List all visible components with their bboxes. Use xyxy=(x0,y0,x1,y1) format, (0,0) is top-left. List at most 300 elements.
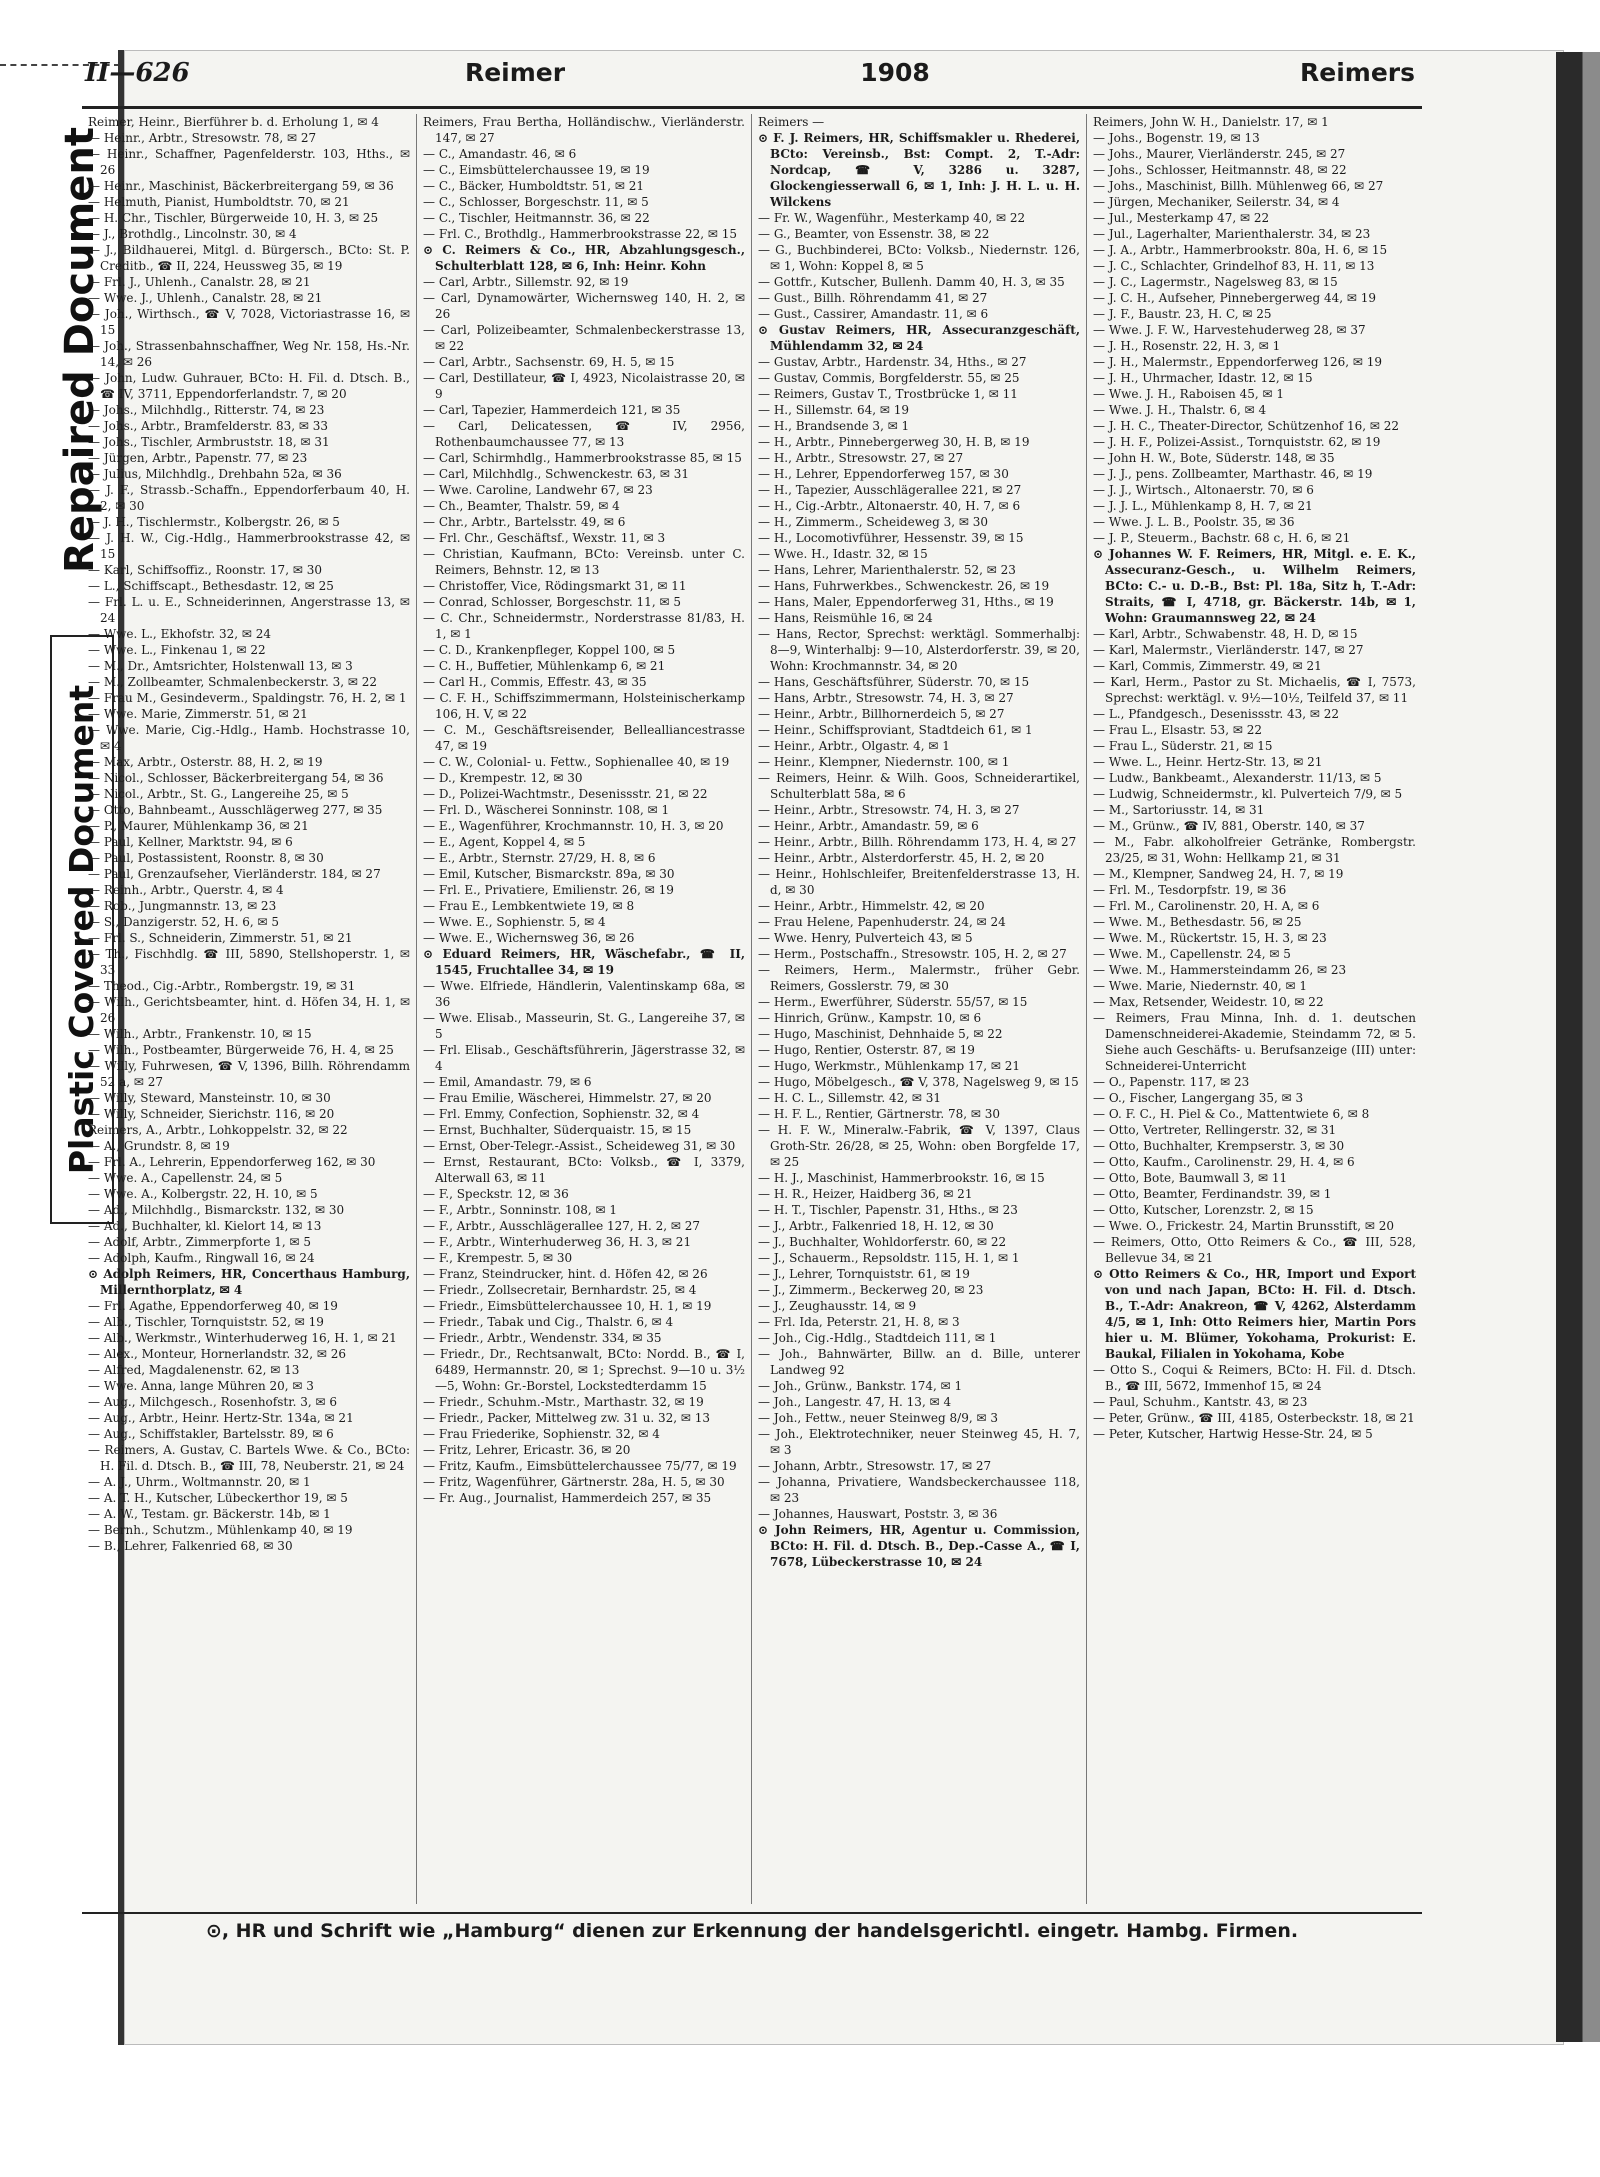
directory-entry: — Alb., Werkmstr., Winterhuderweg 16, H. 1, ✉ 21 xyxy=(88,1331,397,1345)
directory-entry: — Aug., Arbtr., Heinr. Hertz-Str. 134a, ✉ 21 xyxy=(88,1411,354,1425)
directory-entry: — J. H., Tischlermstr., Kolbergstr. 26, ✉ 5 xyxy=(88,515,340,529)
directory-entry: — Wwe. Caroline, Landwehr 67, ✉ 23 xyxy=(423,483,653,497)
directory-entry: — J., Buchhalter, Wohldorferstr. 60, ✉ 22 xyxy=(758,1235,1007,1249)
directory-entry: — Frau M., Gesindeverm., Spaldingstr. 76, H. 2, ✉ 1 xyxy=(88,691,407,705)
directory-entry: — Jürgen, Arbtr., Papenstr. 77, ✉ 23 xyxy=(88,451,308,465)
page-number: II—626 xyxy=(85,58,190,88)
directory-entry: — J. H., Malermstr., Eppendorferweg 126, ✉ 19 xyxy=(1093,355,1382,369)
directory-entry: — Reimers, Gustav T., Trostbrücke 1, ✉ 11 xyxy=(758,387,1018,401)
directory-entry: — Theod., Cig.-Arbtr., Rombergstr. 19, ✉ 31 xyxy=(88,979,356,993)
directory-entry: — Heinr., Schaffner, Pagenfelderstr. 103, Hths., ✉ 26 xyxy=(88,147,410,177)
directory-entry: — Karl, Commis, Zimmerstr. 49, ✉ 21 xyxy=(1093,659,1322,673)
directory-entry: — Wwe. Henry, Pulverteich 43, ✉ 5 xyxy=(758,931,973,945)
directory-entry: — L., Pfandgesch., Desenissstr. 43, ✉ 22 xyxy=(1093,707,1340,721)
directory-entry: — Paul, Postassistent, Roonstr. 8, ✉ 30 xyxy=(88,851,324,865)
directory-entry: — Frl. M., Tesdorpfstr. 19, ✉ 36 xyxy=(1093,883,1287,897)
directory-entry: — F., Krempestr. 5, ✉ 30 xyxy=(423,1251,573,1265)
directory-entry: — Fritz, Lehrer, Ericastr. 36, ✉ 20 xyxy=(423,1443,631,1457)
directory-entry: Reimers, Frau Bertha, Holländischw., Vierländerstr. 147, ✉ 27 xyxy=(423,115,745,145)
directory-entry: — J. H. W., Cig.-Hdlg., Hammerbrookstrasse 42, ✉ 15 xyxy=(88,531,410,561)
directory-entry: — C., Eimsbüttelerchaussee 19, ✉ 19 xyxy=(423,163,650,177)
directory-entry: — Otto, Kaufm., Carolinenstr. 29, H. 4, ✉ 6 xyxy=(1093,1155,1355,1169)
directory-entry: — H. J., Maschinist, Hammerbrookstr. 16, ✉ 15 xyxy=(758,1171,1045,1185)
directory-entry: — Gustav, Commis, Borgfelderstr. 55, ✉ 25 xyxy=(758,371,1020,385)
directory-entry: — Ernst, Buchhalter, Süderquaistr. 15, ✉ 15 xyxy=(423,1123,692,1137)
directory-entry: — Gust., Cassirer, Amandastr. 11, ✉ 6 xyxy=(758,307,989,321)
directory-entry: — Hans, Rector, Sprechst: werktägl. Sommerhalbj: 8—9, Winterhalbj: 9—10, Alsterdorferstr. 39, ✉ 20, Wohn: Krochmannstr. 34, ✉ 20 xyxy=(758,627,1080,673)
directory-entry: — Wwe. M., Rückertstr. 15, H. 3, ✉ 23 xyxy=(1093,931,1327,945)
directory-entry: — Karl, Arbtr., Schwabenstr. 48, H. D, ✉ 15 xyxy=(1093,627,1358,641)
directory-entry: — Christoffer, Vice, Rödingsmarkt 31, ✉ 11 xyxy=(423,579,687,593)
directory-entry: — Wwe. H., Idastr. 32, ✉ 15 xyxy=(758,547,928,561)
repaired-document-text: Repaired Document xyxy=(57,127,103,573)
directory-entry: — Carl, Delicatessen, ☎ IV, 2956, Rothenbaumchaussee 77, ✉ 13 xyxy=(423,419,745,449)
directory-entry: — Chr., Arbtr., Bartelsstr. 49, ✉ 6 xyxy=(423,515,626,529)
directory-entry: — Johs., Bogenstr. 19, ✉ 13 xyxy=(1093,131,1260,145)
directory-entry: — P., Maurer, Mühlenkamp 36, ✉ 21 xyxy=(88,819,309,833)
directory-entry: — Herm., Postschaffn., Stresowstr. 105, H. 2, ✉ 27 xyxy=(758,947,1067,961)
directory-entry: — Johs., Tischler, Armbruststr. 18, ✉ 31 xyxy=(88,435,330,449)
header-right-name: Reimers xyxy=(1300,58,1415,87)
directory-entry: — Otto, Bote, Baumwall 3, ✉ 11 xyxy=(1093,1171,1288,1185)
directory-entry: — Frau L., Elsastr. 53, ✉ 22 xyxy=(1093,723,1262,737)
directory-entry: — Alex., Monteur, Hornerlandstr. 32, ✉ 26 xyxy=(88,1347,347,1361)
directory-entry: — H. Chr., Tischler, Bürgerweide 10, H. 3, ✉ 25 xyxy=(88,211,379,225)
directory-entry: — F., Arbtr., Sonninstr. 108, ✉ 1 xyxy=(423,1203,618,1217)
directory-entry: — Heinr., Arbtr., Amandastr. 59, ✉ 6 xyxy=(758,819,979,833)
directory-entry: — Ernst, Restaurant, BCto: Volksb., ☎ I, 3379, Alterwall 63, ✉ 11 xyxy=(423,1155,745,1185)
directory-entry: — Friedr., Dr., Rechtsanwalt, BCto: Nordd. B., ☎ I, 6489, Hermannstr. 20, ✉ 1; Sprechst. 9—10 u. 3½—5, Wohn: Gr.-Borstel, Lockstedterdamm 15 xyxy=(423,1347,745,1393)
directory-entry: — G., Buchbinderei, BCto: Volksb., Niedernstr. 126, ✉ 1, Wohn: Koppel 8, ✉ 5 xyxy=(758,243,1080,273)
directory-entry: — Wwe. E., Wichernsweg 36, ✉ 26 xyxy=(423,931,635,945)
directory-entry: — Reimers, Frau Minna, Inh. d. 1. deutschen Damenschneiderei-Akademie, Steindamm 72, ✉ 5. Siehe auch Geschäfts- u. Berufsanzeige (III) unter: Schneiderei-Unterricht xyxy=(1093,1011,1416,1073)
directory-entry: — J. A., Arbtr., Hammerbrookstr. 80a, H. 6, ✉ 15 xyxy=(1093,243,1388,257)
directory-entry: — Frl. Elisab., Geschäftsführerin, Jägerstrasse 32, ✉ 4 xyxy=(423,1043,745,1073)
directory-entry: — Hugo, Möbelgesch., ☎ V, 378, Nagelsweg 9, ✉ 15 xyxy=(758,1075,1079,1089)
directory-entry: — B., Lehrer, Falkenried 68, ✉ 30 xyxy=(88,1539,293,1553)
directory-entry: — C. D., Krankenpfleger, Koppel 100, ✉ 5 xyxy=(423,643,676,657)
directory-entry: — Wwe. Marie, Zimmerstr. 51, ✉ 21 xyxy=(88,707,308,721)
directory-entry: — John H. W., Bote, Süderstr. 148, ✉ 35 xyxy=(1093,451,1335,465)
directory-entry: — Wilh., Arbtr., Frankenstr. 10, ✉ 15 xyxy=(88,1027,312,1041)
directory-entry: — H., Arbtr., Stresowstr. 27, ✉ 27 xyxy=(758,451,964,465)
directory-entry: ⊙ Johannes W. F. Reimers, HR, Mitgl. e. E. K., Assecuranz-Gesch., u. Wilhelm Reimers, BCto: C.- u. D.-B., Bst: Pl. 18a, Sitz h, T.-Adr: Straits, ☎ I, 4718, gr. Bäckerstr. 14b, ✉ 1, Wohn: Graumannsweg 22, ✉ 24 xyxy=(1093,547,1416,625)
directory-entry: — Joh., Grünw., Bankstr. 174, ✉ 1 xyxy=(758,1379,963,1393)
directory-entry: — Emil, Kutscher, Bismarckstr. 89a, ✉ 30 xyxy=(423,867,675,881)
directory-entry: — C. F. H., Schiffszimmermann, Holsteinischerkamp 106, H. V, ✉ 22 xyxy=(423,691,745,721)
directory-entry: — Frl. D., Wäscherei Sonninstr. 108, ✉ 1 xyxy=(423,803,670,817)
directory-entry: — A. T. H., Kutscher, Lübeckerthor 19, ✉ 5 xyxy=(88,1491,348,1505)
directory-entry: — Johs., Maschinist, Billh. Mühlenweg 66, ✉ 27 xyxy=(1093,179,1384,193)
directory-entry: — Aug., Milchgesch., Rosenhofstr. 3, ✉ 6 xyxy=(88,1395,338,1409)
directory-entry: — H. C. L., Sillemstr. 42, ✉ 31 xyxy=(758,1091,941,1105)
directory-entry: — C. M., Geschäftsreisender, Bellealliancestrasse 47, ✉ 19 xyxy=(423,723,745,753)
directory-entry: — H. F. L., Rentier, Gärtnerstr. 78, ✉ 30 xyxy=(758,1107,1001,1121)
directory-entry: Reimers — xyxy=(758,115,825,129)
directory-entry: — C., Amandastr. 46, ✉ 6 xyxy=(423,147,577,161)
directory-entry: — Heinr., Arbtr., Billhornerdeich 5, ✉ 27 xyxy=(758,707,1005,721)
directory-entry: — Adolf, Arbtr., Zimmerpforte 1, ✉ 5 xyxy=(88,1235,311,1249)
directory-entry: — J. C., Schlachter, Grindelhof 83, H. 11, ✉ 13 xyxy=(1093,259,1375,273)
directory-entry: — Otto, Vertreter, Rellingerstr. 32, ✉ 31 xyxy=(1093,1123,1337,1137)
directory-entry: — Fritz, Wagenführer, Gärtnerstr. 28a, H. 5, ✉ 30 xyxy=(423,1475,725,1489)
directory-entry: — Alfred, Magdalenenstr. 62, ✉ 13 xyxy=(88,1363,300,1377)
directory-entry: — Paul, Schuhm., Kantstr. 43, ✉ 23 xyxy=(1093,1395,1308,1409)
directory-entry: — Otto, Kutscher, Lorenzstr. 2, ✉ 15 xyxy=(1093,1203,1314,1217)
directory-entry: — Ch., Beamter, Thalstr. 59, ✉ 4 xyxy=(423,499,620,513)
directory-entry: — Carl, Tapezier, Hammerdeich 121, ✉ 35 xyxy=(423,403,681,417)
directory-entry: — Friedr., Arbtr., Wendenstr. 334, ✉ 35 xyxy=(423,1331,662,1345)
directory-entry: — Frl. Chr., Geschäftsf., Wexstr. 11, ✉ 3 xyxy=(423,531,666,545)
plastic-covered-text: Plastic Covered Document xyxy=(62,684,102,1175)
directory-entry: — Joh., Bahnwärter, Billw. an d. Bille, unterer Landweg 92 xyxy=(758,1347,1080,1377)
directory-entry: — Gustav, Arbtr., Hardenstr. 34, Hths., ✉ 27 xyxy=(758,355,1027,369)
directory-entry: — Frl. Ida, Peterstr. 21, H. 8, ✉ 3 xyxy=(758,1315,960,1329)
directory-entry: — H., Cig.-Arbtr., Altonaerstr. 40, H. 7, ✉ 6 xyxy=(758,499,1021,513)
directory-entry: — Frl. S., Schneiderin, Zimmerstr. 51, ✉ 21 xyxy=(88,931,353,945)
directory-entry: — Fritz, Kaufm., Eimsbüttelerchaussee 75/77, ✉ 19 xyxy=(423,1459,737,1473)
directory-entry: — Heinr., Klempner, Niedernstr. 100, ✉ 1 xyxy=(758,755,1010,769)
directory-entry: — Otto, Buchhalter, Krempserstr. 3, ✉ 30 xyxy=(1093,1139,1345,1153)
directory-entry: — Adolph, Kaufm., Ringwall 16, ✉ 24 xyxy=(88,1251,315,1265)
directory-entry: — Carl, Arbtr., Sachsenstr. 69, H. 5, ✉ 15 xyxy=(423,355,675,369)
directory-entry: — Wwe. Anna, lange Mühren 20, ✉ 3 xyxy=(88,1379,314,1393)
directory-entry: — O. F. C., H. Piel & Co., Mattentwiete 6, ✉ 8 xyxy=(1093,1107,1370,1121)
directory-entry: — Wwe. L., Heinr. Hertz-Str. 13, ✉ 21 xyxy=(1093,755,1323,769)
directory-entry: — Helmuth, Pianist, Humboldtstr. 70, ✉ 21 xyxy=(88,195,350,209)
directory-entry: — Joh., Langestr. 47, H. 13, ✉ 4 xyxy=(758,1395,952,1409)
directory-entry: — Wwe. A., Capellenstr. 24, ✉ 5 xyxy=(88,1171,283,1185)
directory-entry: — C. Chr., Schneidermstr., Norderstrasse 81/83, H. 1, ✉ 1 xyxy=(423,611,745,641)
directory-entry: ⊙ Adolph Reimers, HR, Concerthaus Hamburg, Millernthorplatz, ✉ 4 xyxy=(88,1267,410,1297)
directory-entry: — Johanna, Privatiere, Wandsbeckerchaussee 118, ✉ 23 xyxy=(758,1475,1080,1505)
directory-entry: — J. H. C., Theater-Director, Schützenhof 16, ✉ 22 xyxy=(1093,419,1400,433)
directory-entry: — Franz, Steindrucker, hint. d. Höfen 42, ✉ 26 xyxy=(423,1267,708,1281)
directory-entry: — Frl. J., Uhlenh., Canalstr. 28, ✉ 21 xyxy=(88,275,311,289)
directory-entry: — D., Polizei-Wachtmstr., Desenissstr. 21, ✉ 22 xyxy=(423,787,708,801)
directory-entry: — Friedr., Tabak und Cig., Thalstr. 6, ✉ 4 xyxy=(423,1315,674,1329)
directory-entry: — Nicol., Arbtr., St. G., Langereihe 25, ✉ 5 xyxy=(88,787,349,801)
directory-entry: — M., Grünw., ☎ IV, 881, Oberstr. 140, ✉ 37 xyxy=(1093,819,1365,833)
column-3 xyxy=(752,114,1087,1904)
directory-entry: — Wwe. L., Ekhofstr. 32, ✉ 24 xyxy=(88,627,272,641)
directory-entry: — Reimers, Heinr. & Wilh. Goos, Schneiderartikel, Schulterblatt 58a, ✉ 6 xyxy=(758,771,1080,801)
directory-entry: — Wilh., Postbeamter, Bürgerweide 76, H. 4, ✉ 25 xyxy=(88,1043,394,1057)
directory-entry: — J. C., Lagermstr., Nagelsweg 83, ✉ 15 xyxy=(1093,275,1338,289)
directory-entry: — Wwe. J. H., Raboisen 45, ✉ 1 xyxy=(1093,387,1284,401)
directory-entry: — Carl, Polizeibeamter, Schmalenbeckerstrasse 13, ✉ 22 xyxy=(423,323,745,353)
directory-entry: — Wwe. Elisab., Masseurin, St. G., Langereihe 37, ✉ 5 xyxy=(423,1011,745,1041)
directory-entry: — Hans, Reismühle 16, ✉ 24 xyxy=(758,611,933,625)
directory-entry: — Otto, Bahnbeamt., Ausschlägerweg 277, ✉ 35 xyxy=(88,803,383,817)
directory-entry: — J., Lehrer, Tornquiststr. 61, ✉ 19 xyxy=(758,1267,970,1281)
directory-entry: — D., Krempestr. 12, ✉ 30 xyxy=(423,771,583,785)
directory-entry: — Christian, Kaufmann, BCto: Vereinsb. unter C. Reimers, Behnstr. 12, ✉ 13 xyxy=(423,547,745,577)
directory-entry: — Herm., Ewerführer, Süderstr. 55/57, ✉ 15 xyxy=(758,995,1028,1009)
directory-entry: — Otto, Beamter, Ferdinandstr. 39, ✉ 1 xyxy=(1093,1187,1332,1201)
directory-entry: — O., Fischer, Langergang 35, ✉ 3 xyxy=(1093,1091,1304,1105)
header-year: 1908 xyxy=(860,58,930,87)
directory-entry: — Bernh., Schutzm., Mühlenkamp 40, ✉ 19 xyxy=(88,1523,353,1537)
directory-entry: — H. R., Heizer, Haidberg 36, ✉ 21 xyxy=(758,1187,973,1201)
directory-entry: — J., Zimmerm., Beckerweg 20, ✉ 23 xyxy=(758,1283,984,1297)
directory-entry: — Reimers, Otto, Otto Reimers & Co., ☎ III, 528, Bellevue 34, ✉ 21 xyxy=(1093,1235,1416,1265)
directory-entry: — Aug., Schiffstakler, Bartelsstr. 89, ✉ 6 xyxy=(88,1427,334,1441)
directory-entry: — Karl, Schiffsoffiz., Roonstr. 17, ✉ 30 xyxy=(88,563,322,577)
directory-entry: — Johs., Maurer, Vierländerstr. 245, ✉ 27 xyxy=(1093,147,1346,161)
directory-entry: — Wwe. L., Finkenau 1, ✉ 22 xyxy=(88,643,266,657)
directory-entry: — John, Ludw. Guhrauer, BCto: H. Fil. d. Dtsch. B., ☎ IV, 3711, Eppendorferlandstr. 7, ✉ 20 xyxy=(88,371,410,401)
column-1 xyxy=(82,114,417,1904)
directory-entry: — Frl. E., Privatiere, Emilienstr. 26, ✉ 19 xyxy=(423,883,674,897)
directory-entry: ⊙ F. J. Reimers, HR, Schiffsmakler u. Rhederei, BCto: Vereinsb., Bst: Compt. 2, T.-Adr: Nordcap, ☎ V, 3286 u. 3287, Glockengiesserwall 6, ✉ 1, Inh: J. H. L. u. H. Wilckens xyxy=(758,131,1080,209)
directory-entry: — Jürgen, Mechaniker, Seilerstr. 34, ✉ 4 xyxy=(1093,195,1340,209)
directory-entry: — Hans, Arbtr., Stresowstr. 74, H. 3, ✉ 27 xyxy=(758,691,1014,705)
directory-entry: — J. J. L., Mühlenkamp 8, H. 7, ✉ 21 xyxy=(1093,499,1313,513)
directory-entry: — Max, Retsender, Weidestr. 10, ✉ 22 xyxy=(1093,995,1324,1009)
directory-entry: — Hugo, Maschinist, Dehnhaide 5, ✉ 22 xyxy=(758,1027,1003,1041)
directory-entry: — Joh., Fettw., neuer Steinweg 8/9, ✉ 3 xyxy=(758,1411,998,1425)
directory-entry: — S., Danzigerstr. 52, H. 6, ✉ 5 xyxy=(88,915,280,929)
directory-entry: — A. J., Uhrm., Woltmannstr. 20, ✉ 1 xyxy=(88,1475,311,1489)
directory-entry: — Friedr., Packer, Mittelweg zw. 31 u. 32, ✉ 13 xyxy=(423,1411,711,1425)
directory-entry: — Reimers, Herm., Malermstr., früher Gebr. Reimers, Gosslerstr. 79, ✉ 30 xyxy=(758,963,1080,993)
directory-entry: — Frl. M., Carolinenstr. 20, H. A, ✉ 6 xyxy=(1093,899,1320,913)
directory-entry: — M., Sartoriusstr. 14, ✉ 31 xyxy=(1093,803,1265,817)
directory-entry: — A. W., Testam. gr. Bäckerstr. 14b, ✉ 1 xyxy=(88,1507,331,1521)
directory-entry: — E., Agent, Koppel 4, ✉ 5 xyxy=(423,835,586,849)
directory-entry: — Otto S., Coqui & Reimers, BCto: H. Fil. d. Dtsch. B., ☎ III, 5672, Immenhof 15, ✉ 24 xyxy=(1093,1363,1416,1393)
directory-entry: — Gottfr., Kutscher, Bullenh. Damm 40, H. 3, ✉ 35 xyxy=(758,275,1065,289)
directory-entry: — M., Fabr. alkoholfreier Getränke, Rombergstr. 23/25, ✉ 31, Wohn: Hellkamp 21, ✉ 31 xyxy=(1093,835,1416,865)
directory-entry: Reimers, A., Arbtr., Lohkoppelstr. 32, ✉ 22 xyxy=(88,1123,348,1137)
directory-entry: — Carl, Dynamowärter, Wichernsweg 140, H. 2, ✉ 26 xyxy=(423,291,745,321)
directory-entry: ⊙ John Reimers, HR, Agentur u. Commission, BCto: H. Fil. d. Dtsch. B., Dep.-Casse A., ☎ I, 7678, Lübeckerstrasse 10, ✉ 24 xyxy=(758,1523,1080,1569)
directory-entry: — Joh., Wirthsch., ☎ V, 7028, Victoriastrasse 16, ✉ 15 xyxy=(88,307,410,337)
directory-entry: — Karl, Herm., Pastor zu St. Michaelis, ☎ I, 7573, Sprechst: werktägl. v. 9½—10½, Teilfeld 37, ✉ 11 xyxy=(1093,675,1416,705)
directory-entry: — Willy, Fuhrwesen, ☎ V, 1396, Billh. Röhrendamm 52 a, ✉ 27 xyxy=(88,1059,410,1089)
directory-entry: — Frl. Emmy, Confection, Sophienstr. 32, ✉ 4 xyxy=(423,1107,700,1121)
directory-entry: — Nicol., Schlosser, Bäckerbreitergang 54, ✉ 36 xyxy=(88,771,384,785)
directory-entry: — Wwe. J., Uhlenh., Canalstr. 28, ✉ 21 xyxy=(88,291,323,305)
directory-entry: — C., Bäcker, Humboldtstr. 51, ✉ 21 xyxy=(423,179,645,193)
directory-entry: — Heinr., Hohlschleifer, Breitenfelderstrasse 13, H. d, ✉ 30 xyxy=(758,867,1080,897)
directory-entry: — C., Schlosser, Borgeschstr. 11, ✉ 5 xyxy=(423,195,649,209)
header-rule xyxy=(82,106,1422,109)
directory-entry: — Hans, Lehrer, Marienthalerstr. 52, ✉ 23 xyxy=(758,563,1016,577)
directory-entry: — Gust., Billh. Röhrendamm 41, ✉ 27 xyxy=(758,291,988,305)
directory-entry: Reimer, Heinr., Bierführer b. d. Erholung 1, ✉ 4 xyxy=(88,115,379,129)
directory-entry: — Carl, Schirmhdlg., Hammerbrookstrasse 85, ✉ 15 xyxy=(423,451,742,465)
directory-entry: — Frau L., Süderstr. 21, ✉ 15 xyxy=(1093,739,1273,753)
directory-entry: — Fr. Aug., Journalist, Hammerdeich 257, ✉ 35 xyxy=(423,1491,712,1505)
directory-entry: — Peter, Kutscher, Hartwig Hesse-Str. 24, ✉ 5 xyxy=(1093,1427,1373,1441)
directory-entry: — J., Schauerm., Repsoldstr. 115, H. 1, ✉ 1 xyxy=(758,1251,1020,1265)
directory-entry: — J., Brothdlg., Lincolnstr. 30, ✉ 4 xyxy=(88,227,297,241)
directory-entry: ⊙ Otto Reimers & Co., HR, Import und Export von und nach Japan, BCto: H. Fil. d. Dtsch. B., T.-Adr: Anakreon, ☎ V, 4262, Alsterdamm 4/5, ✉ 1, Inh: Otto Reimers hier, Martin Pors hier u. M. Blümer, Yokohama, Prokurist: E. Baukal, Filialen in Yokohama, Kobe xyxy=(1093,1267,1416,1361)
header-left-name: Reimer xyxy=(464,58,566,87)
directory-entry: — Wwe. Marie, Cig.-Hdlg., Hamb. Hochstrasse 10, ✉ 4 xyxy=(88,723,410,753)
directory-entry: — J. H., Uhrmacher, Idastr. 12, ✉ 15 xyxy=(1093,371,1313,385)
directory-entry: — J. H. F., Polizei-Assist., Tornquiststr. 62, ✉ 19 xyxy=(1093,435,1381,449)
directory-entry: — Johs., Schlosser, Heitmannstr. 48, ✉ 22 xyxy=(1093,163,1347,177)
directory-entry: — Alb., Tischler, Tornquiststr. 52, ✉ 19 xyxy=(88,1315,324,1329)
directory-entry: — Wwe. M., Hammersteindamm 26, ✉ 23 xyxy=(1093,963,1347,977)
directory-entry: — J. C. H., Aufseher, Pinnebergerweg 44, ✉ 19 xyxy=(1093,291,1377,305)
directory-entry: — H. T., Tischler, Papenstr. 31, Hths., ✉ 23 xyxy=(758,1203,1018,1217)
directory-entry: — Willy, Steward, Mansteinstr. 10, ✉ 30 xyxy=(88,1091,331,1105)
directory-entry: — Jul., Mesterkamp 47, ✉ 22 xyxy=(1093,211,1270,225)
directory-entry: — G., Beamter, von Essenstr. 38, ✉ 22 xyxy=(758,227,990,241)
directory-entry: — Ludwig, Schneidermstr., kl. Pulverteich 7/9, ✉ 5 xyxy=(1093,787,1403,801)
directory-entry: — Frl. L. u. E., Schneiderinnen, Angerstrasse 13, ✉ 24 xyxy=(88,595,410,625)
directory-entry: — Fr. W., Wagenführ., Mesterkamp 40, ✉ 22 xyxy=(758,211,1026,225)
directory-entry: — Johann, Arbtr., Stresowstr. 17, ✉ 27 xyxy=(758,1459,992,1473)
directory-entry: — Hans, Maler, Eppendorferweg 31, Hths., ✉ 19 xyxy=(758,595,1054,609)
directory-entry: — E., Arbtr., Sternstr. 27/29, H. 8, ✉ 6 xyxy=(423,851,656,865)
directory-entry: — Johs., Arbtr., Bramfelderstr. 83, ✉ 33 xyxy=(88,419,328,433)
directory-entry: — Frau Helene, Papenhuderstr. 24, ✉ 24 xyxy=(758,915,1006,929)
directory-entry: — Carl, Arbtr., Sillemstr. 92, ✉ 19 xyxy=(423,275,629,289)
column-4 xyxy=(1087,114,1422,1904)
directory-entry: — J. H., Rosenstr. 22, H. 3, ✉ 1 xyxy=(1093,339,1281,353)
directory-entry: — J., Bildhauerei, Mitgl. d. Bürgersch., BCto: St. P. Creditb., ☎ II, 224, Heussweg 35, ✉ 19 xyxy=(88,243,410,273)
directory-entry: ⊙ Eduard Reimers, HR, Wäschefabr., ☎ II, 1545, Fruchtallee 34, ✉ 19 xyxy=(423,947,745,977)
directory-entry: — Rob., Jungmannstr. 13, ✉ 23 xyxy=(88,899,277,913)
directory-entry: — O., Papenstr. 117, ✉ 23 xyxy=(1093,1075,1250,1089)
directory-entry: — Heinr., Arbtr., Himmelstr. 42, ✉ 20 xyxy=(758,899,985,913)
directory-entry: — Friedr., Eimsbüttelerchaussee 10, H. 1, ✉ 19 xyxy=(423,1299,712,1313)
directory-entry: — Carl H., Commis, Effestr. 43, ✉ 35 xyxy=(423,675,647,689)
directory-entry: — Hugo, Werkmstr., Mühlenkamp 17, ✉ 21 xyxy=(758,1059,1020,1073)
directory-columns xyxy=(82,114,1424,1904)
directory-entry: — H., Tapezier, Ausschlägerallee 221, ✉ 27 xyxy=(758,483,1022,497)
directory-entry: — M., Dr., Amtsrichter, Holstenwall 13, ✉ 3 xyxy=(88,659,353,673)
directory-entry: — Heinr., Arbtr., Alsterdorferstr. 45, H. 2, ✉ 20 xyxy=(758,851,1045,865)
directory-entry: — Wwe. Marie, Niedernstr. 40, ✉ 1 xyxy=(1093,979,1308,993)
directory-entry: — Ernst, Ober-Telegr.-Assist., Scheideweg 31, ✉ 30 xyxy=(423,1139,736,1153)
directory-entry: — H., Zimmerm., Scheideweg 3, ✉ 30 xyxy=(758,515,988,529)
directory-entry: — Emil, Amandastr. 79, ✉ 6 xyxy=(423,1075,592,1089)
directory-entry: — Paul, Grenzaufseher, Vierländerstr. 184, ✉ 27 xyxy=(88,867,381,881)
directory-entry: — Joh., Elektrotechniker, neuer Steinweg 45, H. 7, ✉ 3 xyxy=(758,1427,1080,1457)
directory-entry: — Wwe. O., Frickestr. 24, Martin Brunsstift, ✉ 20 xyxy=(1093,1219,1395,1233)
directory-entry: — Frau Emilie, Wäscherei, Himmelstr. 27, ✉ 20 xyxy=(423,1091,712,1105)
directory-entry: — Wwe. Elfriede, Händlerin, Valentinskamp 68a, ✉ 36 xyxy=(423,979,745,1009)
page-header xyxy=(85,58,1415,108)
directory-entry: — Johs., Milchhdlg., Ritterstr. 74, ✉ 23 xyxy=(88,403,325,417)
directory-entry: — Ad., Buchhalter, kl. Kielort 14, ✉ 13 xyxy=(88,1219,322,1233)
directory-entry: — Friedr., Schuhm.-Mstr., Marthastr. 32, ✉ 19 xyxy=(423,1395,704,1409)
directory-entry: — Wwe. J. H., Thalstr. 6, ✉ 4 xyxy=(1093,403,1267,417)
directory-entry: — Friedr., Zollsecretair, Bernhardstr. 25, ✉ 4 xyxy=(423,1283,697,1297)
directory-entry: ⊙ C. Reimers & Co., HR, Abzahlungsgesch., Schulterblatt 128, ✉ 6, Inh: Heinr. Kohn xyxy=(423,243,745,273)
directory-entry: — Reimers, A. Gustav, C. Bartels Wwe. & Co., BCto: H. Fil. d. Dtsch. B., ☎ III, 78, Neuberstr. 21, ✉ 24 xyxy=(88,1443,410,1473)
directory-entry: — Heinr., Arbtr., Stresowstr. 74, H. 3, ✉ 27 xyxy=(758,803,1020,817)
directory-entry: — E., Wagenführer, Krochmannstr. 10, H. 3, ✉ 20 xyxy=(423,819,724,833)
directory-entry: — J. F., Baustr. 23, H. C, ✉ 25 xyxy=(1093,307,1272,321)
directory-entry: — M., Klempner, Sandweg 24, H. 7, ✉ 19 xyxy=(1093,867,1344,881)
directory-entry: — Hugo, Rentier, Osterstr. 87, ✉ 19 xyxy=(758,1043,975,1057)
directory-entry: — Johannes, Hauswart, Poststr. 3, ✉ 36 xyxy=(758,1507,998,1521)
directory-entry: — J. P., Steuerm., Bachstr. 68 c, H. 6, ✉ 21 xyxy=(1093,531,1351,545)
directory-entry: Reimers, John W. H., Danielstr. 17, ✉ 1 xyxy=(1093,115,1329,129)
directory-entry: — Wilh., Gerichtsbeamter, hint. d. Höfen 34, H. 1, ✉ 26 xyxy=(88,995,410,1025)
directory-entry: — C., Tischler, Heitmannstr. 36, ✉ 22 xyxy=(423,211,650,225)
directory-entry: — Heinr., Arbtr., Billh. Röhrendamm 173, H. 4, ✉ 27 xyxy=(758,835,1077,849)
directory-entry: — A., Grundstr. 8, ✉ 19 xyxy=(88,1139,230,1153)
directory-entry: — Julius, Milchhdlg., Drehbahn 52a, ✉ 36 xyxy=(88,467,342,481)
directory-entry: — Wwe. A., Kolbergstr. 22, H. 10, ✉ 5 xyxy=(88,1187,318,1201)
footer-note: ⊙, HR und Schrift wie „Hamburg“ dienen zur Erkennung der handelsgerichtl. eingetr. Hambg. Firmen. xyxy=(205,1920,1299,1942)
directory-entry: — F., Arbtr., Winterhuderweg 36, H. 3, ✉ 21 xyxy=(423,1235,692,1249)
directory-entry: — H., Lehrer, Eppendorferweg 157, ✉ 30 xyxy=(758,467,1009,481)
directory-entry: — J. J., Wirtsch., Altonaerstr. 70, ✉ 6 xyxy=(1093,483,1314,497)
directory-entry: — J., Arbtr., Falkenried 18, H. 12, ✉ 30 xyxy=(758,1219,994,1233)
column-2 xyxy=(417,114,752,1904)
directory-entry: — Wwe. J. L. B., Poolstr. 35, ✉ 36 xyxy=(1093,515,1295,529)
directory-entry: — H. F. W., Mineralw.-Fabrik, ☎ V, 1397, Claus Groth-Str. 26/28, ✉ 25, Wohn: oben Borgfelde 17, ✉ 25 xyxy=(758,1123,1080,1169)
directory-entry: — Karl, Malermstr., Vierländerstr. 147, ✉ 27 xyxy=(1093,643,1364,657)
directory-entry: — H., Locomotivführer, Hessenstr. 39, ✉ 15 xyxy=(758,531,1024,545)
directory-entry: — L., Schiffscapt., Bethesdastr. 12, ✉ 25 xyxy=(88,579,334,593)
directory-entry: — Heinr., Maschinist, Bäckerbreitergang 59, ✉ 36 xyxy=(88,179,394,193)
directory-entry: — Hans, Fuhrwerkbes., Schwenckestr. 26, ✉ 19 xyxy=(758,579,1050,593)
directory-entry: — Paul, Kellner, Marktstr. 94, ✉ 6 xyxy=(88,835,293,849)
directory-entry: — Jul., Lagerhalter, Marienthalerstr. 34, ✉ 23 xyxy=(1093,227,1371,241)
footer-rule xyxy=(82,1912,1422,1914)
directory-entry: — Frl. C., Brothdlg., Hammerbrookstrasse 22, ✉ 15 xyxy=(423,227,738,241)
directory-entry: — Wwe. J. F. W., Harvestehuderweg 28, ✉ 37 xyxy=(1093,323,1366,337)
directory-entry: — F., Speckstr. 12, ✉ 36 xyxy=(423,1187,569,1201)
directory-entry: — M., Zollbeamter, Schmalenbeckerstr. 3, ✉ 22 xyxy=(88,675,377,689)
directory-entry: — Joh., Cig.-Hdlg., Stadtdeich 111, ✉ 1 xyxy=(758,1331,997,1345)
directory-entry: — J., Zeughausstr. 14, ✉ 9 xyxy=(758,1299,917,1313)
directory-entry: — Reinh., Arbtr., Querstr. 4, ✉ 4 xyxy=(88,883,284,897)
directory-entry: — Wwe. E., Sophienstr. 5, ✉ 4 xyxy=(423,915,606,929)
directory-entry: — Heinr., Arbtr., Olgastr. 4, ✉ 1 xyxy=(758,739,950,753)
directory-entry: — Hinrich, Grünw., Kampstr. 10, ✉ 6 xyxy=(758,1011,982,1025)
directory-entry: — Heinr., Schiffsproviant, Stadtdeich 61, ✉ 1 xyxy=(758,723,1033,737)
directory-entry: — C. W., Colonial- u. Fettw., Sophienallee 40, ✉ 19 xyxy=(423,755,730,769)
directory-entry: — Ludw., Bankbeamt., Alexanderstr. 11/13, ✉ 5 xyxy=(1093,771,1382,785)
directory-entry: — Wwe. M., Capellenstr. 24, ✉ 5 xyxy=(1093,947,1291,961)
directory-entry: — Th., Fischhdlg. ☎ III, 5890, Stellshoperstr. 1, ✉ 33 xyxy=(88,947,410,977)
directory-entry: — Joh., Strassenbahnschaffner, Weg Nr. 158, Hs.-Nr. 14, ✉ 26 xyxy=(88,339,410,369)
directory-entry: — Frl. A., Lehrerin, Eppendorferweg 162, ✉ 30 xyxy=(88,1155,376,1169)
directory-entry: — Wwe. M., Bethesdastr. 56, ✉ 25 xyxy=(1093,915,1302,929)
page-edge-shadow xyxy=(1556,52,1600,2042)
directory-entry: — Carl, Destillateur, ☎ I, 4923, Nicolaistrasse 20, ✉ 9 xyxy=(423,371,745,401)
directory-entry: — Heinr., Arbtr., Stresowstr. 78, ✉ 27 xyxy=(88,131,317,145)
directory-entry: ⊙ Gustav Reimers, HR, Assecuranzgeschäft, Mühlendamm 32, ✉ 24 xyxy=(758,323,1080,353)
directory-entry: — Frau Friederike, Sophienstr. 32, ✉ 4 xyxy=(423,1427,660,1441)
directory-entry: — J. J., pens. Zollbeamter, Marthastr. 46, ✉ 19 xyxy=(1093,467,1373,481)
directory-entry: — Conrad, Schlosser, Borgeschstr. 11, ✉ 5 xyxy=(423,595,681,609)
directory-entry: — H., Arbtr., Pinnebergerweg 30, H. B, ✉ 19 xyxy=(758,435,1030,449)
directory-entry: — H., Sillemstr. 64, ✉ 19 xyxy=(758,403,910,417)
directory-entry: — Willy, Schneider, Sierichstr. 116, ✉ 20 xyxy=(88,1107,335,1121)
directory-entry: — Ad., Milchhdlg., Bismarckstr. 132, ✉ 30 xyxy=(88,1203,345,1217)
directory-entry: — Hans, Geschäftsführer, Süderstr. 70, ✉ 15 xyxy=(758,675,1030,689)
directory-entry: — F., Arbtr., Ausschlägerallee 127, H. 2, ✉ 27 xyxy=(423,1219,701,1233)
directory-entry: — Peter, Grünw., ☎ III, 4185, Osterbeckstr. 18, ✉ 21 xyxy=(1093,1411,1415,1425)
directory-entry: — Carl, Milchhdlg., Schwenckestr. 63, ✉ 31 xyxy=(423,467,690,481)
directory-entry: — H., Brandsende 3, ✉ 1 xyxy=(758,419,910,433)
directory-entry: — J. F., Strassb.-Schaffn., Eppendorferbaum 40, H. 2, ✉ 30 xyxy=(88,483,410,513)
directory-entry: — Frau E., Lembkentwiete 19, ✉ 8 xyxy=(423,899,635,913)
directory-entry: — Max, Arbtr., Osterstr. 88, H. 2, ✉ 19 xyxy=(88,755,323,769)
